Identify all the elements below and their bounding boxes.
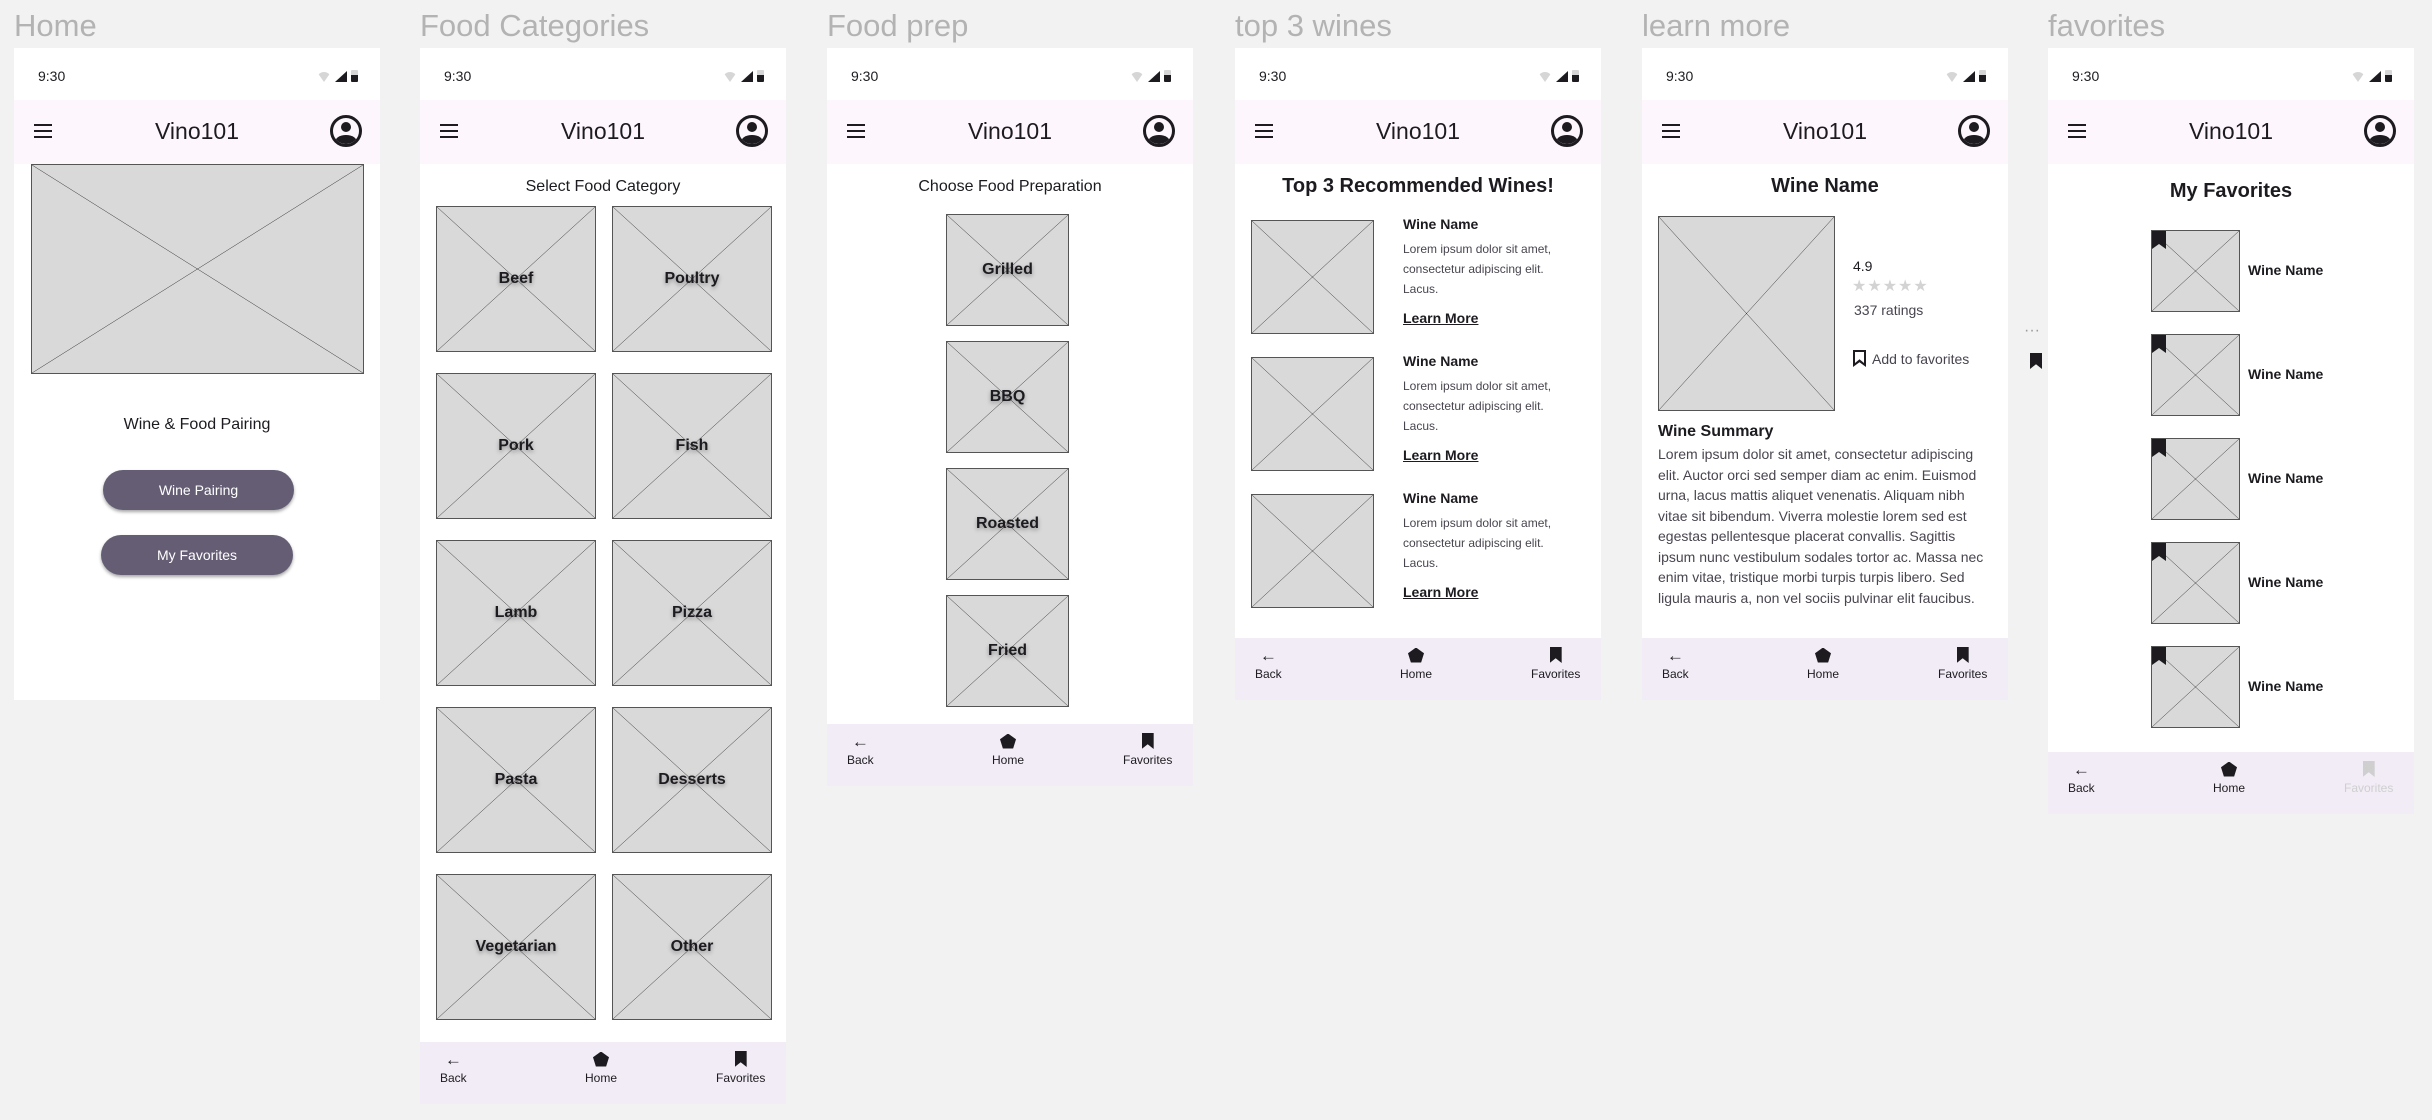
screen-top3-wines xyxy=(1235,48,1601,700)
nav-back[interactable] xyxy=(1662,646,1689,681)
prep-tile[interactable] xyxy=(946,595,1069,707)
prep-tile-label: Fried xyxy=(987,642,1028,659)
app-title: Vino101 xyxy=(2189,118,2273,144)
back-arrow-icon: ← xyxy=(851,731,869,751)
nav-back-label: Back xyxy=(1255,667,1282,681)
app-title: Vino101 xyxy=(155,118,239,144)
category-tile-label: Lamb xyxy=(494,604,538,621)
categories-heading: Select Food Category xyxy=(525,178,681,195)
app-bar xyxy=(1642,100,2008,164)
summary-title: Wine Summary xyxy=(1658,423,1774,440)
status-bar xyxy=(2048,48,2414,100)
frame-title-home: Home xyxy=(14,8,97,43)
favorite-thumbnail[interactable] xyxy=(2151,230,2240,312)
nav-home-label: Home xyxy=(992,753,1025,767)
wine-title: Wine Name xyxy=(1771,175,1879,197)
frame-title-categories: Food Categories xyxy=(420,8,650,43)
prep-tile-label: Roasted xyxy=(975,515,1040,532)
wifi-icon xyxy=(2351,72,2365,82)
category-tile[interactable] xyxy=(436,874,596,1020)
app-bar xyxy=(827,100,1193,164)
nav-favorites-label: Favorites xyxy=(716,1071,766,1085)
category-tile-label: Vegetarian xyxy=(475,938,557,955)
rating-value: 4.9 xyxy=(1853,258,1873,274)
screen-food-categories xyxy=(420,48,786,1104)
wine-name: Wine Name xyxy=(1403,216,1479,232)
learn-more-link[interactable]: Learn More xyxy=(1403,584,1479,600)
home-icon xyxy=(1408,646,1424,664)
bottom-nav xyxy=(827,724,1193,786)
status-bar xyxy=(827,48,1193,100)
favorite-wine-name[interactable]: Wine Name xyxy=(2248,470,2324,486)
app-bar xyxy=(14,100,380,164)
bottom-nav xyxy=(1642,638,2008,700)
category-tile[interactable] xyxy=(436,707,596,853)
nav-home-label: Home xyxy=(585,1071,618,1085)
category-tile[interactable] xyxy=(436,540,596,686)
favorite-wine-name[interactable]: Wine Name xyxy=(2248,366,2324,382)
home-icon xyxy=(1815,646,1831,664)
nav-home[interactable] xyxy=(2213,760,2245,795)
bookmark-icon xyxy=(735,1050,747,1068)
category-tile-label: Fish xyxy=(675,437,709,454)
category-tile[interactable] xyxy=(612,707,772,853)
battery-icon xyxy=(757,70,764,82)
add-to-favorites-button[interactable] xyxy=(1853,350,1969,367)
back-arrow-icon: ← xyxy=(1666,645,1684,665)
nav-home-label: Home xyxy=(1400,667,1433,681)
wifi-icon xyxy=(1538,72,1552,82)
wine-pairing-button[interactable]: Wine Pairing xyxy=(103,470,294,510)
star-rating: ★★★★★ xyxy=(1852,278,1929,295)
nav-home-label: Home xyxy=(2213,781,2246,795)
nav-favorites-label: Favorites xyxy=(1531,667,1581,681)
nav-favorites-label: Favorites xyxy=(1123,753,1173,767)
back-arrow-icon: ← xyxy=(2072,759,2090,779)
category-tile-label: Pork xyxy=(498,437,534,454)
favorite-thumbnail[interactable] xyxy=(2151,438,2240,520)
wifi-icon xyxy=(1130,72,1144,82)
prep-heading: Choose Food Preparation xyxy=(918,178,1102,195)
app-title: Vino101 xyxy=(1783,118,1867,144)
status-bar xyxy=(14,48,380,100)
summary-text: Lorem ipsum dolor sit amet, consectetur adipiscing elit. Auctor orci sed semper diam ac enim. Euismod urna, lacus mattis aliquet venenatis. Aliquam nibh vitae sit bibendum. Viverra molestie lorem sed est egestas pellentesque placerat convallis. Sagittis ipsum nunc vestibulum sodales tortor ac. Massa nec enim vitae, tristique morbi turpis turpis libero. Sed ligula mauris a, non vel sociis pulvinar elit faucibus. xyxy=(1658,446,1984,606)
favorite-thumbnail[interactable] xyxy=(2151,334,2240,416)
nav-back[interactable] xyxy=(1255,646,1282,681)
nav-favorites[interactable] xyxy=(716,1050,765,1085)
frame-title-learn: learn more xyxy=(1642,8,1791,43)
wine-thumbnail xyxy=(1251,220,1374,334)
wine-description: Lorem ipsum dolor sit amet, consectetur adipiscing elit. Lacus. xyxy=(1403,379,1552,433)
bookmark-icon xyxy=(1550,646,1562,664)
screen-food-prep xyxy=(827,48,1193,786)
connector-bookmark-icon xyxy=(2030,353,2042,369)
battery-icon xyxy=(1572,70,1579,82)
wine-name: Wine Name xyxy=(1403,490,1479,506)
signal-icon xyxy=(2369,71,2381,82)
favorite-wine-name[interactable]: Wine Name xyxy=(2248,574,2324,590)
add-to-favorites-label: Add to favorites xyxy=(1872,350,1970,367)
bookmark-outline-icon xyxy=(1853,350,1866,367)
nav-favorites-label: Favorites xyxy=(2344,781,2394,795)
favorite-wine-name[interactable]: Wine Name xyxy=(2248,678,2324,694)
account-icon[interactable] xyxy=(1958,115,1990,147)
screen-favorites xyxy=(2048,48,2414,814)
wine-name: Wine Name xyxy=(1403,353,1479,369)
category-tile[interactable] xyxy=(612,206,772,352)
prep-tile[interactable] xyxy=(946,341,1069,453)
nav-home[interactable] xyxy=(992,732,1024,767)
wine-thumbnail xyxy=(1251,357,1374,471)
nav-back[interactable] xyxy=(440,1050,467,1085)
signal-icon xyxy=(335,71,347,82)
bookmark-icon xyxy=(1142,732,1154,750)
frame-title-top3: top 3 wines xyxy=(1235,8,1392,43)
signal-icon xyxy=(741,71,753,82)
learn-more-link[interactable]: Learn More xyxy=(1403,310,1479,326)
nav-home-label: Home xyxy=(1807,667,1840,681)
wine-image xyxy=(1658,216,1835,411)
battery-icon xyxy=(1979,70,1986,82)
prep-tile[interactable] xyxy=(946,214,1069,326)
nav-home[interactable] xyxy=(1807,646,1839,681)
category-tile-label: Pasta xyxy=(494,771,538,788)
battery-icon xyxy=(2385,70,2392,82)
signal-icon xyxy=(1148,71,1160,82)
nav-home[interactable] xyxy=(585,1050,617,1085)
status-time: 9:30 xyxy=(851,68,879,84)
nav-home[interactable] xyxy=(1400,646,1432,681)
top3-heading: Top 3 Recommended Wines! xyxy=(1282,175,1554,197)
account-icon[interactable] xyxy=(330,115,362,147)
category-tile-label: Pizza xyxy=(671,604,712,621)
nav-back-label: Back xyxy=(1662,667,1689,681)
back-arrow-icon: ← xyxy=(444,1049,462,1069)
category-tile[interactable] xyxy=(612,373,772,519)
status-time: 9:30 xyxy=(1259,68,1287,84)
frame-title-favorites: favorites xyxy=(2048,8,2166,43)
favorite-thumbnail[interactable] xyxy=(2151,542,2240,624)
nav-favorites[interactable] xyxy=(1531,646,1580,681)
screen-home xyxy=(14,48,380,700)
wine-description: Lorem ipsum dolor sit amet, consectetur adipiscing elit. Lacus. xyxy=(1403,242,1552,296)
nav-favorites[interactable] xyxy=(1123,732,1172,767)
screen-learn-more xyxy=(1642,48,2008,700)
prep-tile[interactable] xyxy=(946,468,1069,580)
wine-thumbnail xyxy=(1251,494,1374,608)
app-title: Vino101 xyxy=(968,118,1052,144)
ratings-count: 337 ratings xyxy=(1854,302,1924,318)
status-time: 9:30 xyxy=(1666,68,1694,84)
app-bar xyxy=(1235,100,1601,164)
app-bar xyxy=(2048,100,2414,164)
home-icon xyxy=(593,1050,609,1068)
nav-back-label: Back xyxy=(440,1071,467,1085)
app-title: Vino101 xyxy=(1376,118,1460,144)
category-tile[interactable] xyxy=(612,874,772,1020)
battery-icon xyxy=(351,70,358,82)
wifi-icon xyxy=(317,72,331,82)
nav-back[interactable] xyxy=(847,732,874,767)
status-bar xyxy=(1235,48,1601,100)
category-tile-label: Other xyxy=(670,938,714,955)
prep-tile-label: BBQ xyxy=(989,388,1026,405)
status-time: 9:30 xyxy=(2072,68,2100,84)
home-icon xyxy=(1000,732,1016,750)
frame-title-prep: Food prep xyxy=(827,8,969,43)
category-tile[interactable] xyxy=(612,540,772,686)
account-icon[interactable] xyxy=(736,115,768,147)
hero-image xyxy=(31,164,364,374)
category-tile-label: Beef xyxy=(498,270,534,287)
status-time: 9:30 xyxy=(444,68,472,84)
nav-back[interactable] xyxy=(2068,760,2095,795)
app-title: Vino101 xyxy=(561,118,645,144)
category-tile-label: Poultry xyxy=(664,270,720,287)
status-time: 9:30 xyxy=(38,68,66,84)
signal-icon xyxy=(1963,71,1975,82)
prototype-connector: ··· xyxy=(2024,322,2040,339)
status-bar xyxy=(420,48,786,100)
bookmark-icon xyxy=(2363,760,2375,778)
status-bar xyxy=(1642,48,2008,100)
home-heading: Wine & Food Pairing xyxy=(123,416,271,433)
wine-description: Lorem ipsum dolor sit amet, consectetur adipiscing elit. Lacus. xyxy=(1403,516,1552,570)
battery-icon xyxy=(1164,70,1171,82)
favorite-wine-name[interactable]: Wine Name xyxy=(2248,262,2324,278)
favorite-thumbnail[interactable] xyxy=(2151,646,2240,728)
prep-tile-label: Grilled xyxy=(982,261,1033,278)
account-icon[interactable] xyxy=(2364,115,2396,147)
bottom-nav xyxy=(1235,638,1601,700)
bottom-nav xyxy=(420,1042,786,1104)
bottom-nav xyxy=(2048,752,2414,814)
app-bar xyxy=(420,100,786,164)
my-favorites-button[interactable]: My Favorites xyxy=(101,535,293,575)
wifi-icon xyxy=(723,72,737,82)
wifi-icon xyxy=(1945,72,1959,82)
nav-back-label: Back xyxy=(847,753,874,767)
nav-favorites[interactable] xyxy=(1938,646,1987,681)
nav-favorites[interactable] xyxy=(2344,760,2393,795)
category-tile[interactable] xyxy=(436,373,596,519)
signal-icon xyxy=(1556,71,1568,82)
category-tile-label: Desserts xyxy=(658,771,726,788)
account-icon[interactable] xyxy=(1143,115,1175,147)
favorites-heading: My Favorites xyxy=(2169,180,2293,202)
bookmark-icon xyxy=(1957,646,1969,664)
nav-favorites-label: Favorites xyxy=(1938,667,1988,681)
back-arrow-icon: ← xyxy=(1259,645,1277,665)
category-tile[interactable] xyxy=(436,206,596,352)
home-icon xyxy=(2221,760,2237,778)
learn-more-link[interactable]: Learn More xyxy=(1403,447,1479,463)
nav-back-label: Back xyxy=(2068,781,2095,795)
account-icon[interactable] xyxy=(1551,115,1583,147)
